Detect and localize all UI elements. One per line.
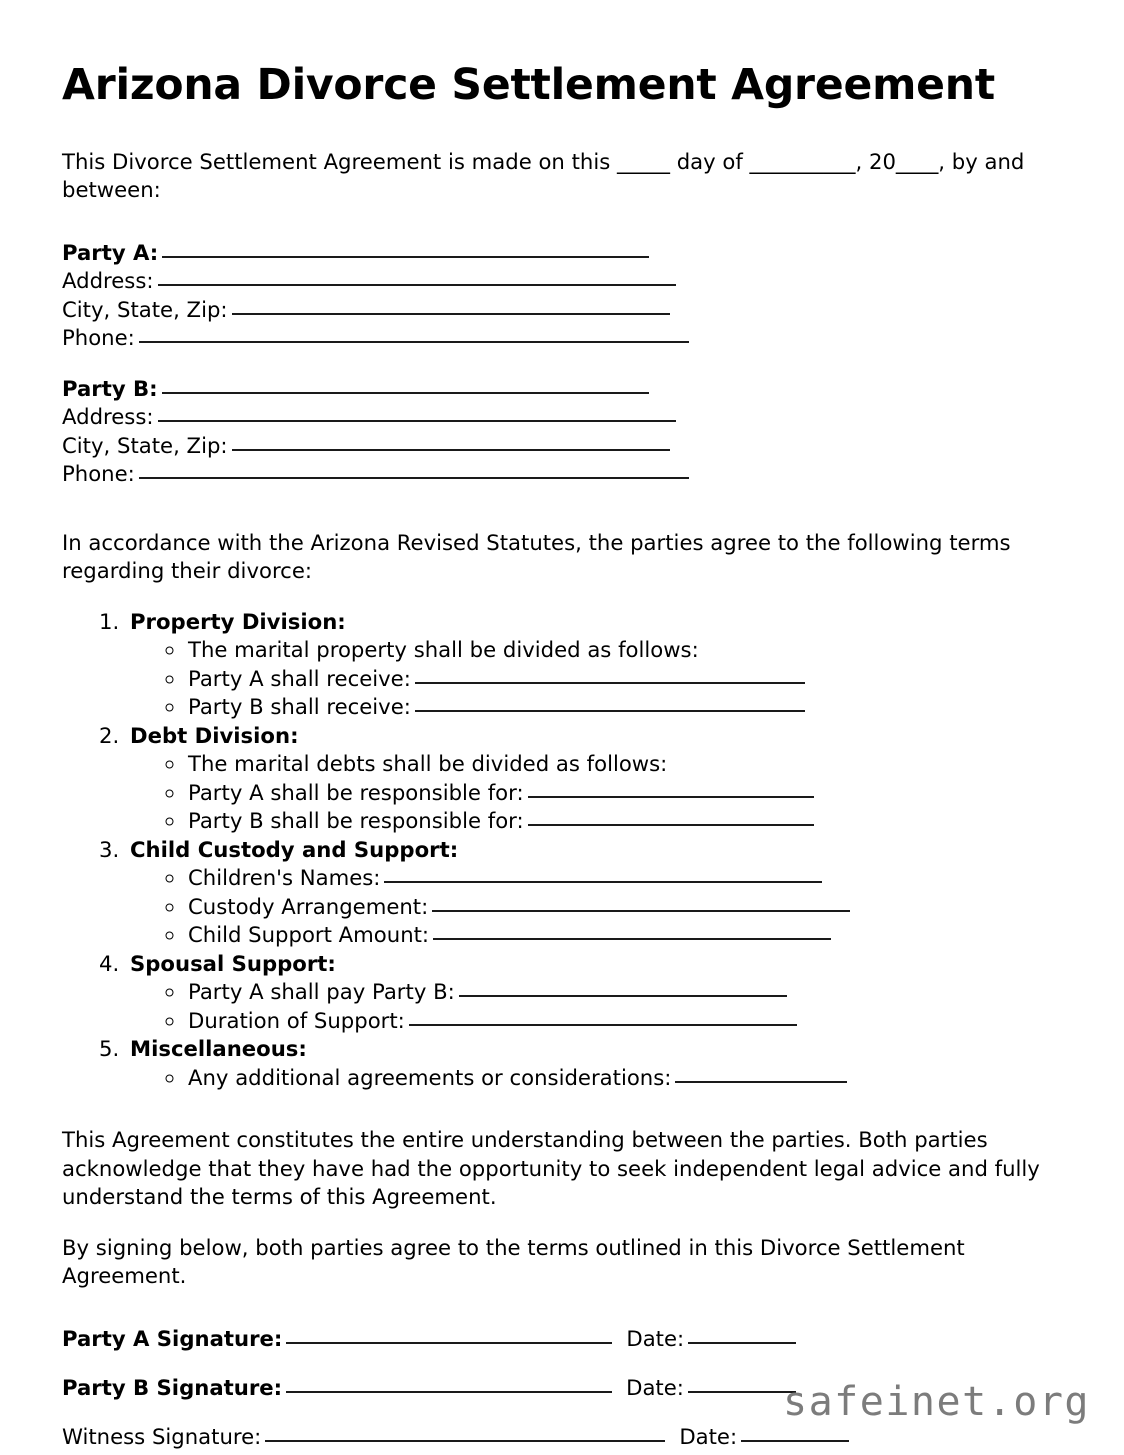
terms-list <box>62 608 1064 1093</box>
spacer <box>62 205 1064 239</box>
party-a-address-label: Address: <box>62 268 154 294</box>
party-b-signature-label: Party B Signature: <box>62 1375 283 1400</box>
party-a-block <box>62 239 1064 353</box>
accordance-paragraph: In accordance with the Arizona Revised Statutes, the parties agree to the following terms regarding their divorce: <box>62 529 1011 584</box>
term-heading: Property Division: <box>130 608 346 634</box>
term-heading: Child Custody and Support: <box>130 836 459 862</box>
term-item-property-division <box>126 608 1064 722</box>
list-item <box>186 665 1064 694</box>
spacer <box>62 1092 1064 1126</box>
closing-paragraph-1: This Agreement constitutes the entire understanding between the parties. Both parties acknowledge that they have had the opportunity to seek independent legal advice and fully understand the terms of this Agreement. <box>62 1127 1040 1210</box>
term-sublist <box>130 978 1064 1035</box>
party-a-debt-field[interactable] <box>528 782 814 798</box>
sub-item-label: Party A shall be responsible for: <box>188 779 524 805</box>
party-b-city-label: City, State, Zip: <box>62 432 228 458</box>
sub-item-label: Party A shall receive: <box>188 665 411 691</box>
list-item <box>186 636 1064 665</box>
term-sublist <box>130 636 1064 722</box>
child-support-amount-field[interactable] <box>433 924 831 940</box>
spacer <box>62 1212 1064 1234</box>
sub-item-label: Child Support Amount: <box>188 922 430 948</box>
party-a-phone-label: Phone: <box>62 325 135 351</box>
party-b-signature-field[interactable] <box>286 1377 612 1393</box>
term-sublist <box>130 750 1064 836</box>
witness-date-field[interactable] <box>741 1426 849 1442</box>
witness-signature-label: Witness Signature: <box>62 1424 262 1449</box>
party-b-city-field[interactable] <box>232 435 670 451</box>
term-item-debt-division <box>126 722 1064 836</box>
term-sublist <box>130 864 1064 950</box>
sub-item-label: The marital debts shall be divided as follows: <box>188 751 668 777</box>
sub-item-label: Custody Arrangement: <box>188 893 429 919</box>
spacer <box>62 353 1064 375</box>
list-item <box>186 779 1064 808</box>
party-a-city-field[interactable] <box>232 299 670 315</box>
sub-item-label: Any additional agreements or considerations: <box>188 1064 672 1090</box>
party-a-name-field[interactable] <box>162 242 649 258</box>
party-b-name-row <box>62 375 1064 404</box>
party-b-address-row <box>62 403 1064 432</box>
term-sublist <box>130 1064 1064 1093</box>
sub-item-label: Party B shall be responsible for: <box>188 808 524 834</box>
custody-arrangement-field[interactable] <box>432 896 850 912</box>
party-b-city-row <box>62 432 1064 461</box>
party-b-block <box>62 375 1064 489</box>
party-b-phone-row <box>62 460 1064 489</box>
party-a-signature-row <box>62 1325 1064 1355</box>
party-a-address-row <box>62 267 1064 296</box>
page-title: Arizona Divorce Settlement Agreement <box>62 61 995 110</box>
list-item <box>186 978 1064 1007</box>
closing-paragraph-2: By signing below, both parties agree to the terms outlined in this Divorce Settlement Agreement. <box>62 1234 965 1289</box>
party-a-phone-field[interactable] <box>139 327 689 343</box>
spacer <box>62 1355 1064 1374</box>
list-item <box>186 693 1064 722</box>
term-item-miscellaneous <box>126 1035 1064 1092</box>
witness-date-label: Date: <box>679 1424 738 1449</box>
party-a-date-label: Date: <box>626 1326 685 1351</box>
party-a-phone-row <box>62 324 1064 353</box>
party-b-name-label: Party B: <box>62 375 158 401</box>
party-a-signature-field[interactable] <box>286 1328 612 1344</box>
list-item <box>186 1007 1064 1036</box>
list-item <box>186 807 1064 836</box>
sub-item-label: Party B shall receive: <box>188 694 411 720</box>
party-a-signature-label: Party A Signature: <box>62 1326 283 1351</box>
party-a-receive-field[interactable] <box>415 668 805 684</box>
childrens-names-field[interactable] <box>384 867 822 883</box>
party-b-phone-field[interactable] <box>139 463 689 479</box>
party-b-name-field[interactable] <box>162 378 649 394</box>
term-item-child-custody-and-support <box>126 836 1064 950</box>
list-item <box>186 864 1064 893</box>
party-a-city-row <box>62 296 1064 325</box>
sub-item-label: Children's Names: <box>188 865 381 891</box>
party-a-date-field[interactable] <box>688 1328 796 1344</box>
term-heading: Debt Division: <box>130 722 299 748</box>
party-b-phone-label: Phone: <box>62 461 135 487</box>
party-a-name-row <box>62 239 1064 268</box>
party-b-debt-field[interactable] <box>528 810 814 826</box>
spacer <box>62 1291 1064 1325</box>
spacer <box>62 586 1064 608</box>
party-b-address-field[interactable] <box>158 406 676 422</box>
list-item <box>186 893 1064 922</box>
party-b-date-label: Date: <box>626 1375 684 1400</box>
witness-signature-row <box>62 1423 1064 1453</box>
intro-paragraph: This Divorce Settlement Agreement is made on this _____ day of __________, 20____, by and between: <box>62 148 1025 203</box>
party-a-address-field[interactable] <box>158 270 676 286</box>
additional-agreements-field[interactable] <box>675 1067 847 1083</box>
sub-item-label: Party A shall pay Party B: <box>188 979 455 1005</box>
list-item <box>186 921 1064 950</box>
site-watermark: safeinet.org <box>783 1379 1090 1425</box>
list-item <box>186 750 1064 779</box>
witness-signature-field[interactable] <box>265 1426 665 1442</box>
party-b-address-label: Address: <box>62 404 154 430</box>
spousal-payment-field[interactable] <box>459 981 787 997</box>
party-b-date-field[interactable] <box>688 1377 796 1393</box>
party-a-city-label: City, State, Zip: <box>62 296 228 322</box>
party-b-receive-field[interactable] <box>415 696 805 712</box>
term-heading: Spousal Support: <box>130 950 336 976</box>
spacer <box>62 489 1064 529</box>
sub-item-label: Duration of Support: <box>188 1007 405 1033</box>
sub-item-label: The marital property shall be divided as follows: <box>188 637 699 663</box>
term-item-spousal-support <box>126 950 1064 1036</box>
support-duration-field[interactable] <box>409 1010 797 1026</box>
list-item <box>186 1064 1064 1093</box>
term-heading: Miscellaneous: <box>130 1036 307 1062</box>
party-a-name-label: Party A: <box>62 239 159 265</box>
